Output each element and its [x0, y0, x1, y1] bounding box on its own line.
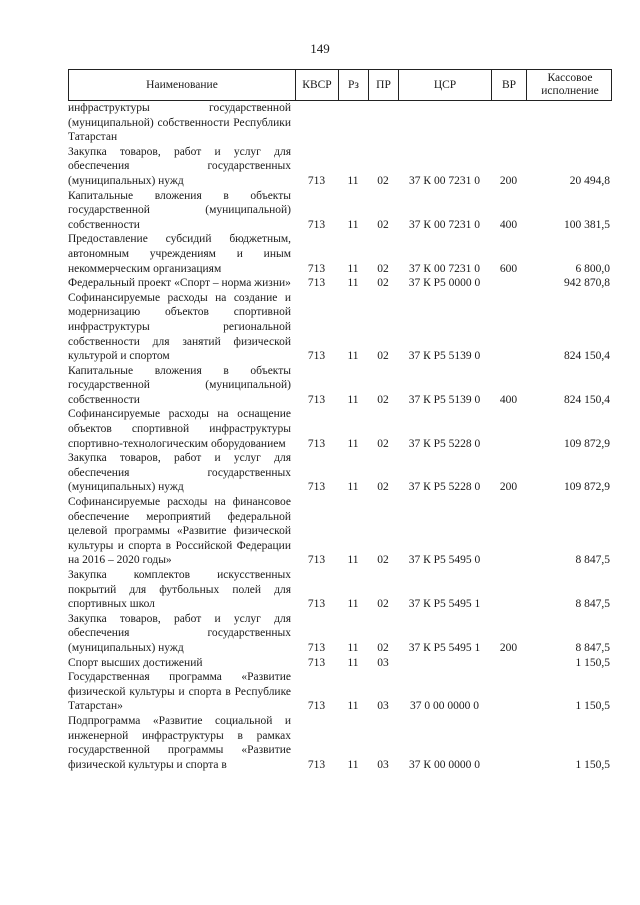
row-pr: 02	[377, 174, 389, 187]
row-pr: 02	[377, 437, 389, 450]
row-rz: 11	[347, 481, 359, 494]
table-row	[68, 714, 612, 772]
row-csr: 37 К Р5 5495 1	[408, 641, 481, 654]
row-kvsr: 713	[307, 393, 326, 406]
header-csr: ЦСР	[399, 70, 492, 100]
row-csr: 37 К 00 0000 0	[409, 758, 480, 771]
table-row	[68, 568, 612, 612]
header-name: Наименование	[69, 70, 296, 100]
row-csr: 37 К Р5 5495 1	[408, 598, 481, 611]
row-csr: 37 К Р5 5139 0	[408, 393, 481, 406]
row-vr: 200	[499, 481, 518, 494]
row-kvsr: 713	[307, 174, 326, 187]
row-kvsr: 713	[307, 598, 326, 611]
row-rz: 11	[347, 554, 359, 567]
row-pr: 02	[377, 262, 389, 275]
row-name: Закупка товаров, работ и услуг для обеспечения государственных (муниципальных) нужд	[68, 145, 291, 187]
row-name: Капитальные вложения в объекты государственной (муниципальной) собственности	[68, 189, 291, 231]
row-amount: 109 872,9	[564, 481, 610, 494]
row-amount: 100 381,5	[564, 218, 610, 231]
row-kvsr: 713	[307, 554, 326, 567]
row-csr: 37 К Р5 5228 0	[408, 437, 481, 450]
row-name: Подпрограмма «Развитие социальной и инженерной инфраструктуры в рамках государственной программы «Развитие физической культуры и спорта в	[68, 714, 291, 771]
row-name: Софинансируемые расходы на финансовое обеспечение мероприятий федеральной целевой программы «Развитие физической культуры и спорта в Российской Федерации на 2016 – 2020 годы»	[68, 496, 291, 567]
row-name: Закупка товаров, работ и услуг для обеспечения государственных (муниципальных) нужд	[68, 452, 291, 494]
row-kvsr: 713	[307, 277, 326, 290]
row-name: Закупка товаров, работ и услуг для обеспечения государственных (муниципальных) нужд	[68, 612, 291, 654]
row-pr: 02	[377, 481, 389, 494]
table-row	[68, 612, 612, 656]
row-kvsr: 713	[307, 350, 326, 363]
row-rz: 11	[347, 277, 359, 290]
row-rz: 11	[347, 174, 359, 187]
row-amount: 8 847,5	[575, 554, 610, 567]
table-body	[68, 101, 612, 772]
row-name: Софинансируемые расходы на создание и модернизацию объектов спортивной инфраструктуры региональной собственности для занятий физической культурой и спортом	[68, 291, 291, 363]
row-amount: 824 150,4	[564, 393, 610, 406]
row-pr: 02	[377, 393, 389, 406]
row-name: Спорт высших достижений	[68, 656, 203, 669]
row-csr: 37 К 00 7231 0	[409, 218, 480, 231]
row-rz: 11	[347, 700, 359, 713]
row-pr: 02	[377, 218, 389, 231]
row-name: Федеральный проект «Спорт – норма жизни»	[68, 277, 291, 290]
header-pr: ПР	[369, 70, 399, 100]
row-name: Предоставление субсидий бюджетным, автономным учреждениям и иным некоммерческим организациям	[68, 233, 291, 275]
table-row	[68, 407, 612, 451]
row-csr: 37 К Р5 5139 0	[408, 350, 481, 363]
row-amount: 1 150,5	[575, 758, 610, 771]
row-kvsr: 713	[307, 437, 326, 450]
table-row	[68, 451, 612, 495]
table-row	[68, 101, 612, 145]
row-csr: 37 К Р5 5228 0	[408, 481, 481, 494]
row-pr: 03	[377, 656, 389, 669]
table-row	[68, 189, 612, 233]
row-kvsr: 713	[307, 262, 326, 275]
row-pr: 03	[377, 700, 389, 713]
row-amount: 20 494,8	[569, 174, 610, 187]
row-amount: 109 872,9	[564, 437, 610, 450]
row-csr: 37 К Р5 0000 0	[408, 277, 481, 290]
table-row	[68, 656, 612, 671]
row-name: Государственная программа «Развитие физической культуры и спорта в Республике Татарстан»	[68, 671, 291, 713]
row-amount: 942 870,8	[564, 277, 610, 290]
table-row	[68, 276, 612, 291]
row-vr: 600	[499, 262, 518, 275]
row-amount: 1 150,5	[575, 656, 610, 669]
row-csr: 37 0 00 0000 0	[410, 700, 479, 713]
row-kvsr: 713	[307, 656, 326, 669]
page-number: 149	[310, 41, 330, 56]
row-name: Софинансируемые расходы на оснащение объектов спортивной инфраструктуры спортивно-технологическим оборудованием	[68, 408, 291, 450]
row-csr: 37 К 00 7231 0	[409, 174, 480, 187]
header-kvsr: КВСР	[296, 70, 339, 100]
row-pr: 03	[377, 758, 389, 771]
row-kvsr: 713	[307, 218, 326, 231]
row-amount: 8 847,5	[575, 641, 610, 654]
row-kvsr: 713	[307, 758, 326, 771]
table-row	[68, 291, 612, 364]
row-rz: 11	[347, 641, 359, 654]
row-pr: 02	[377, 641, 389, 654]
header-amount: Кассовое исполнение	[541, 72, 599, 97]
row-amount: 824 150,4	[564, 350, 610, 363]
table-row	[68, 364, 612, 408]
row-amount: 1 150,5	[575, 700, 610, 713]
row-pr: 02	[377, 554, 389, 567]
table-row	[68, 670, 612, 714]
table-row	[68, 232, 612, 276]
header-vr: ВР	[492, 70, 527, 100]
row-kvsr: 713	[307, 481, 326, 494]
row-vr: 200	[499, 174, 518, 187]
row-name: Закупка комплектов искусственных покрытий для футбольных полей для спортивных школ	[68, 569, 291, 611]
row-csr: 37 К 00 7231 0	[409, 262, 480, 275]
table-row	[68, 145, 612, 189]
row-vr: 200	[499, 641, 518, 654]
row-rz: 11	[347, 758, 359, 771]
table-row	[68, 495, 612, 568]
row-pr: 02	[377, 598, 389, 611]
row-csr: 37 К Р5 5495 0	[408, 554, 481, 567]
row-rz: 11	[347, 598, 359, 611]
row-rz: 11	[347, 350, 359, 363]
row-rz: 11	[347, 262, 359, 275]
row-kvsr: 713	[307, 641, 326, 654]
row-rz: 11	[347, 393, 359, 406]
row-amount: 6 800,0	[575, 262, 610, 275]
row-rz: 11	[347, 218, 359, 231]
row-pr: 02	[377, 277, 389, 290]
row-pr: 02	[377, 350, 389, 363]
table-header	[68, 69, 612, 101]
row-vr: 400	[499, 393, 518, 406]
row-name: Капитальные вложения в объекты государственной (муниципальной) собственности	[68, 364, 291, 406]
row-name: инфраструктуры государственной (муниципальной) собственности Республики Татарстан	[68, 102, 291, 144]
row-rz: 11	[347, 437, 359, 450]
row-vr: 400	[499, 218, 518, 231]
header-rz: Рз	[339, 70, 369, 100]
row-amount: 8 847,5	[575, 598, 610, 611]
row-kvsr: 713	[307, 700, 326, 713]
row-rz: 11	[347, 656, 359, 669]
